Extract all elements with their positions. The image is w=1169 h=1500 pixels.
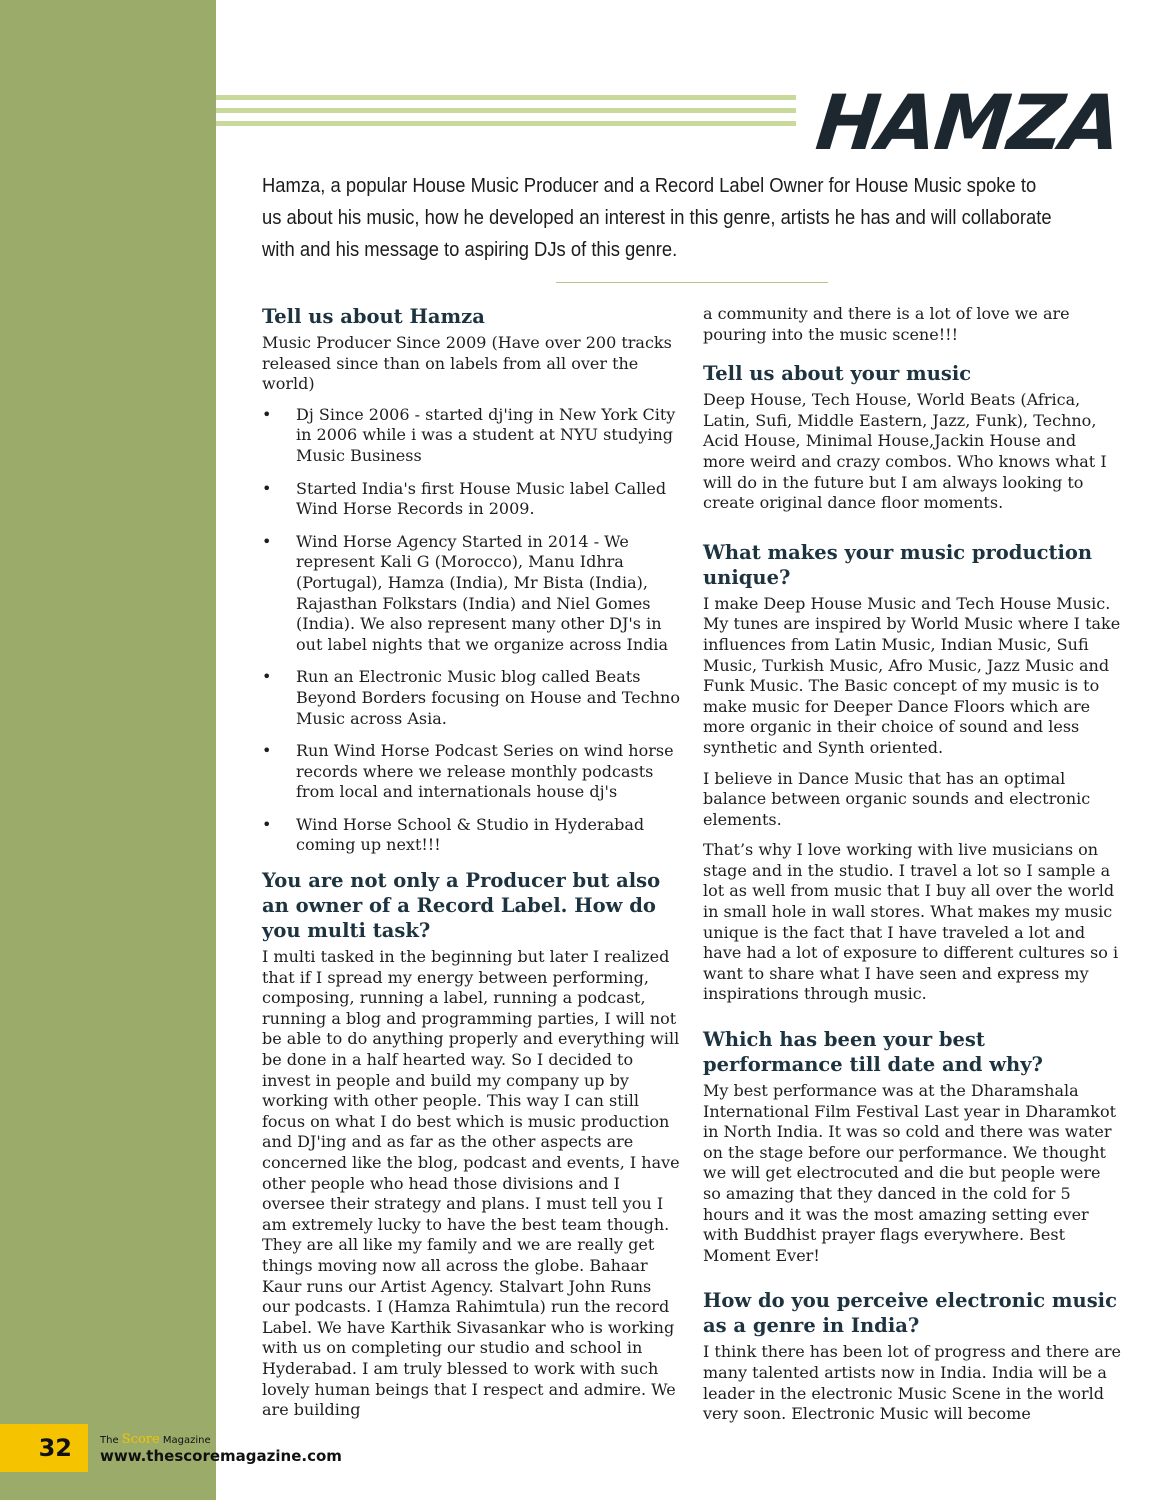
section-heading: Tell us about your music [703, 362, 972, 386]
article-intro: Hamza, a popular House Music Producer and a Record Label Owner for House Music spoke to us about his music, how he developed an interest in this genre, artists he has and will collaborate with and his message to aspiring DJs of this genre. [262, 175, 1052, 261]
sidebar-band [0, 0, 216, 1500]
section-heading: Which has been your best performance till date and why? [703, 1028, 1043, 1077]
article-headline: HAMZA [812, 78, 1124, 167]
stripe [216, 108, 796, 113]
right-column [703, 304, 1121, 1435]
magazine-name-the: The [100, 1435, 119, 1446]
paragraph: Deep House, Tech House, World Beats (Africa, Latin, Sufi, Middle Eastern, Jazz, Funk), Techno, Acid House, Minimal House,Jackin House and more weird and crazy combos. Who knows what I will do in the future but I am always looking to create original dance floor moments. [703, 390, 1107, 513]
magazine-name-score: Score [121, 1432, 160, 1447]
list-item: • Wind Horse Agency Started in 2014 - We represent Kali G (Morocco), Manu Idhra (Portugal), Hamza (India), Mr Bista (India), Rajasthan Folkstars (India) and Niel Gomes (India). We also represent many other DJ's in out label nights that we organize across India [262, 532, 680, 656]
paragraph: I believe in Dance Music that has an optimal balance between organic sounds and electronic elements. [703, 768, 1091, 829]
section-heading: What makes your music production unique? [703, 540, 1093, 589]
list-item: • Run an Electronic Music blog called Beats Beyond Borders focusing on House and Techno Music across Asia. [262, 667, 680, 729]
page-number: 32 [0, 1424, 88, 1472]
paragraph: That’s why I love working with live musicians on stage and in the studio. I travel a lot so I sample a lot as well from music that I buy all over the world in small hole in wall stores. What makes my music unique is the fact that I have traveled a lot and have had a lot of exposure to different cultures so i want to share what I have seen and express my inspirations through music. [703, 840, 1119, 1004]
magazine-name [100, 1432, 211, 1447]
paragraph: a community and there is a lot of love we are pouring into the music scene!!! [703, 304, 1070, 344]
list-item: • Wind Horse School & Studio in Hyderabad coming up next!!! [262, 815, 680, 856]
header-stripes [216, 95, 796, 134]
section-heading: You are not only a Producer but also an owner of a Record Label. How do you multi task? [262, 869, 661, 943]
magazine-name-magazine: Magazine [162, 1435, 211, 1446]
list-item: • Dj Since 2006 - started dj'ing in New York City in 2006 while i was a student at NYU studying Music Business [262, 405, 680, 467]
magazine-url: www.thescoremagazine.com [100, 1447, 342, 1465]
bullet-list [262, 405, 680, 856]
section-heading: Tell us about Hamza [262, 305, 485, 328]
paragraph: I think there has been lot of progress and there are many talented artists now in India. India will be a leader in the electronic Music Scene in the world very soon. Electronic Music will become [703, 1342, 1121, 1424]
stripe [216, 121, 796, 126]
paragraph: I make Deep House Music and Tech House Music. My tunes are inspired by World Music where I take influences from Latin Music, Indian Music, Sufi Music, Turkish Music, Afro Music, Jazz Music and Funk Music. The Basic concept of my music is to make music for Deeper Dance Floors which are more organic in their choice of sound and less synthetic and Synth oriented. [703, 593, 1121, 757]
stripe [216, 95, 796, 100]
paragraph: I multi tasked in the beginning but later I realized that if I spread my energy between performing, composing, running a label, running a podcast, running a blog and programming parties, I will not be able to do anything properly and everything will be done in a half hearted way. So I decided to invest in people and build my company up by working with other people. This way I can still focus on what I do best which is music production and DJ'ing and as far as the other aspects are concerned like the blog, podcast and events, I have other people who head those divisions and I oversee their strategy and plans. I must tell you I am extremely lucky to have the best team though. They are all like my family and we are really get things moving now all across the globe. Bahaar Kaur runs our Artist Agency. Stalvart John Runs our podcasts. I (Hamza Rahimtula) run the record Label. We have Karthik Sivasankar who is working with us on completing our studio and school in Hyderabad. I am truly blessed to work with such lovely human beings that I respect and admire. We are building [262, 947, 680, 1420]
list-item: • Started India's first House Music label Called Wind Horse Records in 2009. [262, 479, 680, 520]
paragraph: My best performance was at the Dharamshala International Film Festival Last year in Dharamkot in North India. It was so cold and there was water on the stage before our performance. We thought we will get electrocuted and die but people were so amazing that they danced in the cold for 5 hours and it was the most amazing setting ever with Buddhist prayer flags everywhere. Best Moment Ever! [703, 1081, 1117, 1265]
left-column [262, 304, 680, 1431]
intro-divider [556, 282, 828, 283]
paragraph: Music Producer Since 2009 (Have over 200 tracks released since than on labels from all over the world) [262, 333, 672, 394]
list-item: • Run Wind Horse Podcast Series on wind horse records where we release monthly podcasts from local and internationals house dj's [262, 741, 680, 803]
section-heading: How do you perceive electronic music as a genre in India? [703, 1289, 1117, 1338]
